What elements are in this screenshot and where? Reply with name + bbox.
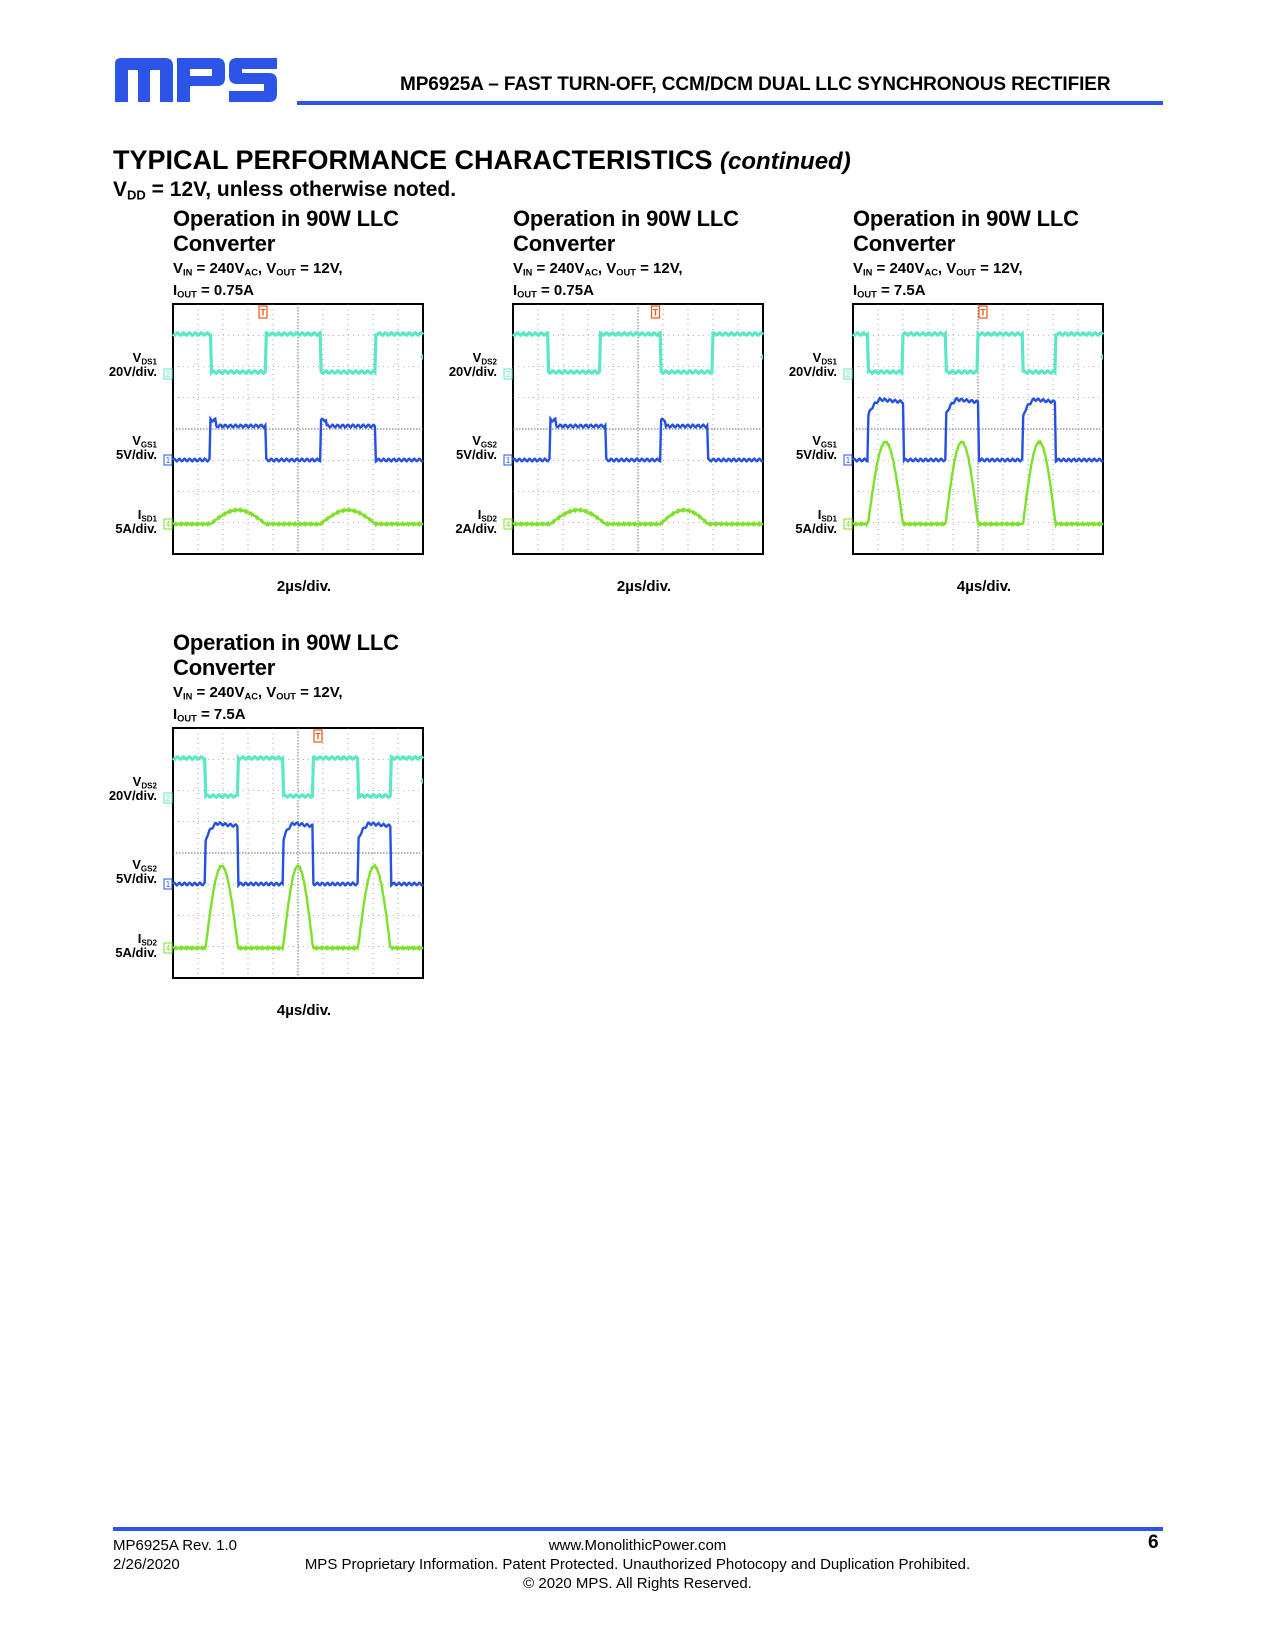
vout-subscript: OUT <box>616 267 636 278</box>
channel-scale: 5A/div. <box>795 521 837 536</box>
channel-marker-text: 1 <box>165 880 171 890</box>
iout-subscript: OUT <box>857 289 877 300</box>
iout-symbol: I <box>173 282 178 299</box>
condition-line-1: $V_{IN} = 240V_{AC}$, $V_{OUT} = 12V$, <box>173 684 343 702</box>
channel-label-gs2 <box>116 858 157 886</box>
channel-subscript: DS2 <box>481 357 497 367</box>
oscilloscope-screen <box>505 303 776 567</box>
channel-marker-text: 1 <box>845 456 851 466</box>
vout-value: 12V, <box>313 684 343 701</box>
vout-value: 12V, <box>993 260 1023 277</box>
channel-subscript: GS1 <box>140 440 157 450</box>
scope-panel-4 <box>105 630 450 1040</box>
panel-title: Operation in 90W LLC Converter <box>173 630 399 680</box>
trigger-marker-icon <box>652 306 660 318</box>
channel-symbol: I <box>137 931 142 946</box>
channel-label-ds1 <box>789 351 837 379</box>
note-subscript: DD <box>127 187 146 203</box>
channel-marker-text: 2 <box>165 794 171 804</box>
page-number: 6 <box>1148 1532 1159 1553</box>
timebase-label: 2µs/div. <box>616 578 672 595</box>
channel-marker-text: 1 <box>505 456 511 466</box>
vin-symbol: V <box>513 260 524 277</box>
channel-subscript: DS2 <box>141 781 157 791</box>
iout-value: 0.75A <box>213 282 254 299</box>
channel-symbol: V <box>472 433 481 448</box>
vin-unit: AC <box>244 691 258 702</box>
channel-scale: 20V/div. <box>788 364 837 379</box>
vout-symbol: V <box>266 684 277 701</box>
channel-label-sd2 <box>115 932 157 960</box>
channel-marker-icon <box>164 793 172 803</box>
vout-subscript: OUT <box>276 267 296 278</box>
header-rule <box>297 101 1163 105</box>
channel-scale: 5V/div. <box>116 871 157 886</box>
channel-marker-icon <box>504 369 512 379</box>
channel-subscript: SD2 <box>481 514 497 524</box>
channel-marker-text: 4 <box>165 520 171 530</box>
channel-label-ds1 <box>109 351 157 379</box>
channel-subscript: SD1 <box>141 514 157 524</box>
condition-line-2: $I_{OUT} = 0.75A$ <box>513 282 594 300</box>
panel-title: Operation in 90W LLC Converter <box>173 206 399 256</box>
note-text: = 12V, unless otherwise noted. <box>145 178 457 201</box>
channel-subscript: DS1 <box>141 357 157 367</box>
channel-marker-text: 4 <box>845 520 851 530</box>
vout-value: 12V, <box>313 260 343 277</box>
section-title-suffix: (continued) <box>720 148 851 175</box>
iout-value: 7.5A <box>213 706 246 723</box>
vout-symbol: V <box>606 260 617 277</box>
channel-subscript: DS1 <box>821 357 837 367</box>
panel-title: Operation in 90W LLC Converter <box>853 206 1079 256</box>
channel-scale: 20V/div. <box>448 364 497 379</box>
channel-marker-icon <box>844 519 852 529</box>
oscilloscope-screen <box>165 727 436 991</box>
channel-marker-icon <box>164 879 172 889</box>
vin-subscript: IN <box>523 267 533 278</box>
vin-subscript: IN <box>863 267 873 278</box>
scope-panel-2 <box>445 206 790 616</box>
panel-title: Operation in 90W LLC Converter <box>513 206 739 256</box>
trigger-marker-text: T <box>315 731 321 742</box>
channel-symbol: V <box>132 774 142 789</box>
channel-label-gs1 <box>796 434 837 462</box>
iout-symbol: I <box>853 282 858 299</box>
condition-line-2: $I_{OUT} = 7.5A$ <box>853 282 926 300</box>
channel-label-ds2 <box>449 351 497 379</box>
oscilloscope-screen <box>165 303 436 567</box>
footer-rule <box>113 1527 1163 1531</box>
vin-value: 240V <box>549 260 585 277</box>
condition-line-1: $V_{IN} = 240V_{AC}$, $V_{OUT} = 12V$, <box>513 260 683 278</box>
timebase-label: 4µs/div. <box>956 578 1012 595</box>
trigger-marker-text: T <box>260 307 266 318</box>
section-note <box>113 178 456 202</box>
channel-marker-icon <box>844 455 852 465</box>
channel-marker-icon <box>164 519 172 529</box>
vin-unit: AC <box>244 267 258 278</box>
footer-copyright: © 2020 MPS. All Rights Reserved. <box>523 1575 752 1592</box>
channel-symbol: I <box>817 507 822 522</box>
footer-date: 2/26/2020 <box>113 1556 180 1573</box>
vin-value: 240V <box>209 684 245 701</box>
channel-scale: 5V/div. <box>116 447 157 462</box>
condition-line-2: $I_{OUT} = 0.75A$ <box>173 282 254 300</box>
iout-symbol: I <box>513 282 518 299</box>
vin-symbol: V <box>173 684 184 701</box>
channel-subscript: GS2 <box>480 440 497 450</box>
channel-label-gs1 <box>116 434 157 462</box>
channel-marker-icon <box>504 519 512 529</box>
iout-value: 7.5A <box>893 282 926 299</box>
channel-label-gs2 <box>456 434 497 462</box>
vout-value: 12V, <box>653 260 683 277</box>
scope-panel-1 <box>105 206 450 616</box>
timebase-label: 2µs/div. <box>276 578 332 595</box>
vin-subscript: IN <box>183 691 193 702</box>
mps-logo <box>113 56 283 104</box>
channel-marker-text: 4 <box>505 520 511 530</box>
footer-revision: MP6925A Rev. 1.0 <box>113 1537 237 1554</box>
vin-symbol: V <box>173 260 184 277</box>
condition-line-2: $I_{OUT} = 7.5A$ <box>173 706 246 724</box>
channel-marker-icon <box>504 455 512 465</box>
vin-subscript: IN <box>183 267 193 278</box>
vin-value: 240V <box>889 260 925 277</box>
document-title: MP6925A – FAST TURN-OFF, CCM/DCM DUAL LLC SYNCHRONOUS RECTIFIER <box>400 74 1111 95</box>
vin-unit: AC <box>924 267 938 278</box>
channel-marker-icon <box>164 943 172 953</box>
vout-subscript: OUT <box>956 267 976 278</box>
iout-subscript: OUT <box>177 289 197 300</box>
condition-line-1: $V_{IN} = 240V_{AC}$, $V_{OUT} = 12V$, <box>853 260 1023 278</box>
footer-proprietary: MPS Proprietary Information. Patent Protected. Unauthorized Photocopy and Duplication Prohibited. <box>304 1556 971 1573</box>
trigger-marker-text: T <box>980 307 986 318</box>
condition-line-1: $V_{IN} = 240V_{AC}$, $V_{OUT} = 12V$, <box>173 260 343 278</box>
oscilloscope-screen <box>845 303 1116 567</box>
channel-marker-text: 2 <box>165 370 171 380</box>
section-title <box>113 145 851 176</box>
channel-scale: 20V/div. <box>108 364 157 379</box>
timebase-label: 4µs/div. <box>276 1002 332 1019</box>
iout-subscript: OUT <box>177 713 197 724</box>
channel-symbol: I <box>137 507 142 522</box>
trigger-marker-text: T <box>652 307 659 318</box>
iout-value: 0.75A <box>553 282 594 299</box>
vout-subscript: OUT <box>276 691 296 702</box>
iout-subscript: OUT <box>517 289 537 300</box>
channel-label-ds2 <box>109 775 157 803</box>
channel-symbol: V <box>132 857 141 872</box>
channel-scale: 2A/div. <box>455 521 497 536</box>
channel-label-sd1 <box>795 508 837 536</box>
channel-symbol: V <box>812 433 821 448</box>
channel-marker-text: 2 <box>505 370 511 380</box>
channel-symbol: V <box>132 433 141 448</box>
vout-symbol: V <box>266 260 277 277</box>
iout-symbol: I <box>173 706 178 723</box>
section-title-text: TYPICAL PERFORMANCE CHARACTERISTICS <box>113 145 713 175</box>
channel-subscript: SD1 <box>821 514 837 524</box>
channel-scale: 5A/div. <box>115 945 157 960</box>
trigger-marker-icon <box>314 730 322 742</box>
note-symbol: V <box>113 178 128 201</box>
vin-symbol: V <box>853 260 864 277</box>
channel-marker-icon <box>164 455 172 465</box>
channel-subscript: SD2 <box>141 938 157 948</box>
footer-website: www.MonolithicPower.com <box>548 1537 727 1554</box>
vin-value: 240V <box>209 260 245 277</box>
channel-marker-text: 1 <box>165 456 171 466</box>
channel-marker-text: 2 <box>845 370 851 380</box>
channel-marker-text: 4 <box>165 944 171 954</box>
channel-subscript: GS2 <box>140 864 157 874</box>
channel-scale: 5V/div. <box>796 447 837 462</box>
channel-scale: 5A/div. <box>115 521 157 536</box>
channel-label-sd1 <box>115 508 157 536</box>
channel-symbol: I <box>477 507 482 522</box>
channel-subscript: GS1 <box>820 440 837 450</box>
trigger-marker-icon <box>259 306 267 318</box>
vin-unit: AC <box>584 267 598 278</box>
trigger-marker-icon <box>979 306 987 318</box>
channel-symbol: V <box>472 350 482 365</box>
channel-label-sd2 <box>455 508 497 536</box>
channel-symbol: V <box>132 350 142 365</box>
vout-symbol: V <box>946 260 957 277</box>
scope-panel-3 <box>785 206 1130 616</box>
channel-marker-icon <box>164 369 172 379</box>
channel-scale: 20V/div. <box>108 788 157 803</box>
channel-symbol: V <box>812 350 822 365</box>
channel-scale: 5V/div. <box>456 447 497 462</box>
channel-marker-icon <box>844 369 852 379</box>
